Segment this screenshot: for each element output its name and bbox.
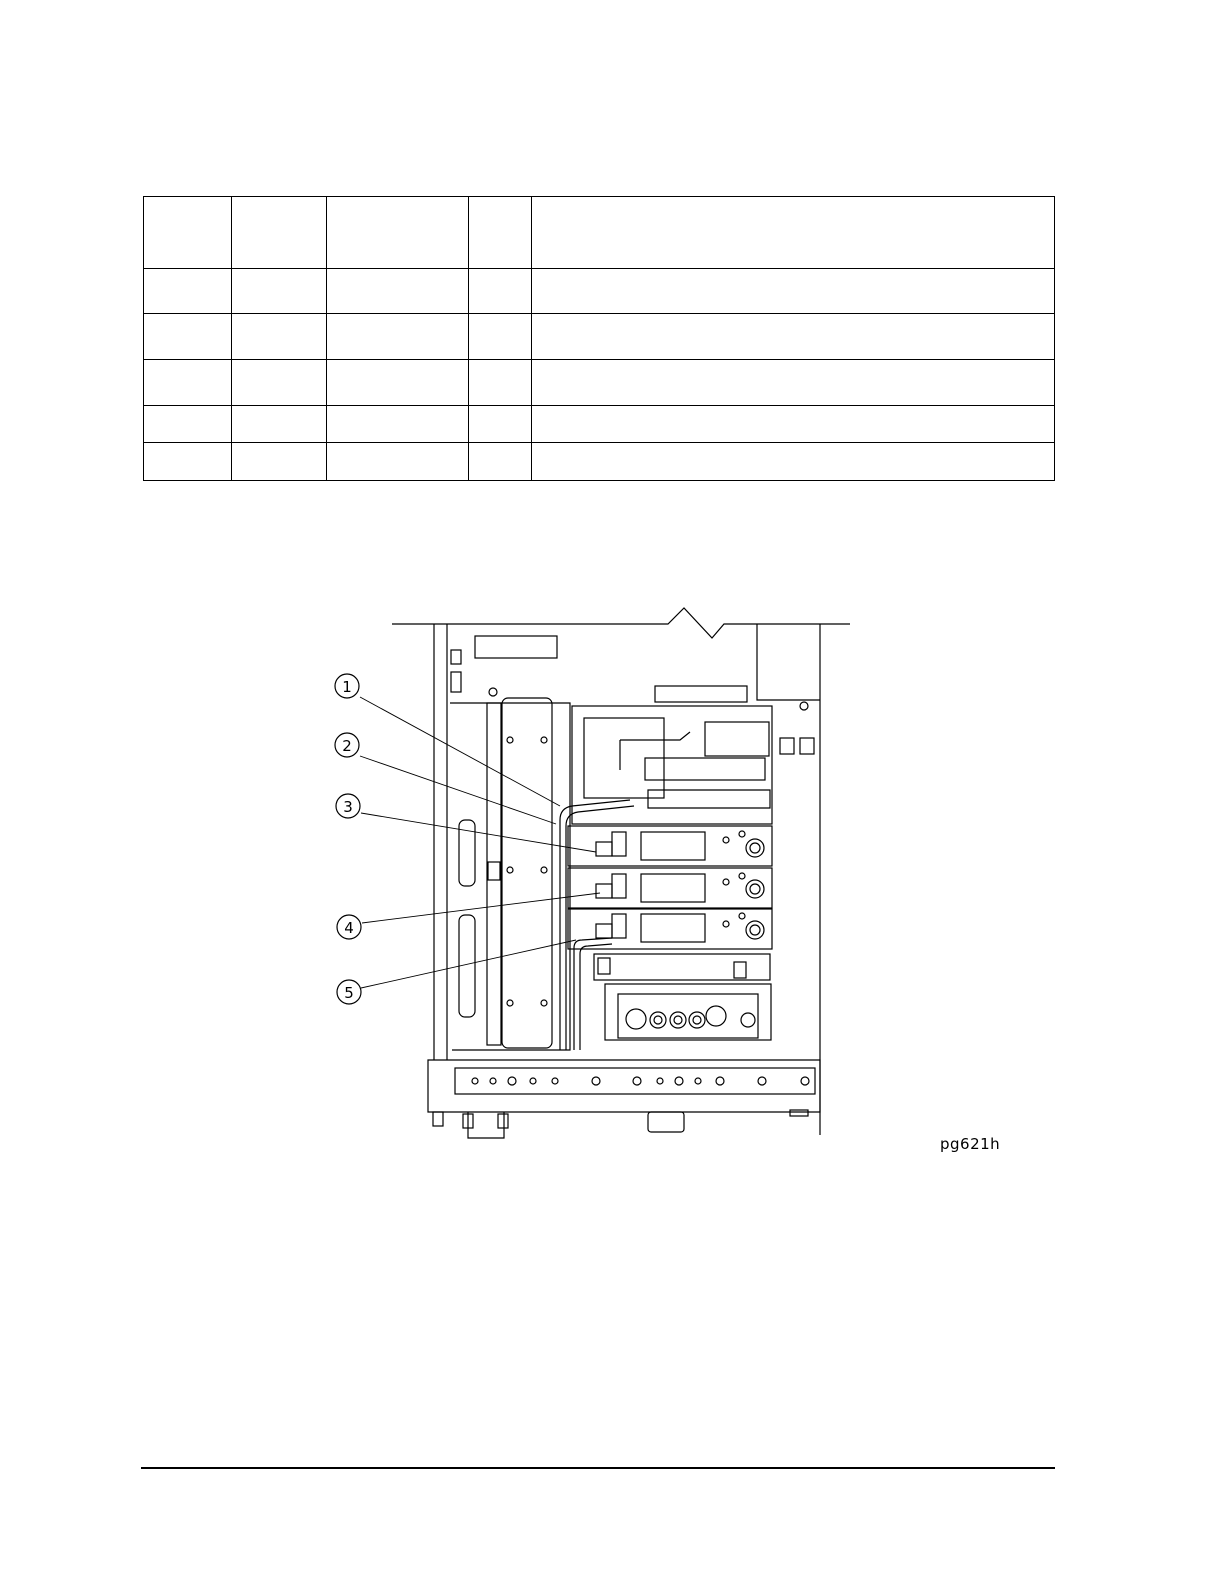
table-cell: [232, 443, 327, 481]
screw: [541, 1000, 547, 1006]
port: [650, 1012, 666, 1028]
svg-text:1: 1: [342, 678, 352, 696]
figure-label: pg621h: [940, 1135, 1001, 1153]
callout-5: [337, 980, 361, 1004]
port-center: [674, 1016, 682, 1024]
table-cell: [144, 406, 232, 443]
table-row: [144, 360, 1055, 406]
port-plate: [618, 994, 758, 1038]
rail: [487, 703, 501, 1045]
port: [626, 1009, 646, 1029]
table-cell: [532, 269, 1055, 314]
filter-module-3: [568, 909, 772, 949]
hole: [695, 1078, 701, 1084]
screw: [507, 1000, 513, 1006]
leader-line-2: [360, 756, 556, 824]
table-cell: [144, 269, 232, 314]
tab: [780, 738, 794, 754]
port: [706, 1006, 726, 1026]
table-cell: [469, 269, 532, 314]
port: [670, 1012, 686, 1028]
chassis-corner: [757, 624, 820, 700]
screw: [800, 702, 808, 710]
table-cell: [144, 360, 232, 406]
module-top: [655, 686, 747, 702]
hole: [675, 1077, 683, 1085]
semi-rigid-cable: [580, 944, 612, 1050]
hole: [508, 1077, 516, 1085]
lower-bracket: [594, 954, 770, 980]
table-cell: [532, 443, 1055, 481]
tab: [790, 1110, 808, 1116]
tab: [800, 738, 814, 754]
table-cell: [232, 269, 327, 314]
table-cell: [469, 406, 532, 443]
rail-strip: [455, 1068, 815, 1094]
table-cell: [232, 314, 327, 360]
hole: [801, 1077, 809, 1085]
port: [741, 1013, 755, 1027]
board: [645, 758, 765, 780]
connector: [498, 1114, 508, 1128]
table-row: [144, 406, 1055, 443]
hole: [490, 1078, 496, 1084]
table-cell: [469, 360, 532, 406]
screw: [541, 867, 547, 873]
screw: [507, 737, 513, 743]
table-cell: [532, 197, 1055, 269]
hole: [758, 1077, 766, 1085]
svg-text:5: 5: [344, 984, 354, 1002]
tab: [451, 672, 461, 692]
svg-text:2: 2: [342, 737, 352, 755]
table-header-row: [144, 197, 1055, 269]
callout-3: [336, 794, 360, 818]
foot: [433, 1112, 443, 1126]
filter-module-2: [568, 868, 772, 908]
table-cell: [532, 314, 1055, 360]
break-line: [392, 608, 850, 638]
table-cell: [327, 197, 469, 269]
assembly-drawing: [320, 600, 1020, 1170]
table-cell: [144, 197, 232, 269]
table-cell: [327, 269, 469, 314]
callout-4: [337, 915, 361, 939]
parts-table: [143, 196, 1055, 481]
tab: [451, 650, 461, 664]
tab: [734, 962, 746, 978]
table-cell: [532, 406, 1055, 443]
table-cell: [144, 314, 232, 360]
screw: [541, 737, 547, 743]
footer-rule: [141, 1467, 1055, 1469]
table-cell: [232, 360, 327, 406]
table-cell: [469, 197, 532, 269]
screw: [507, 867, 513, 873]
hole: [530, 1078, 536, 1084]
table-cell: [327, 406, 469, 443]
filter-module-1: [568, 826, 772, 866]
top-slot: [475, 636, 557, 658]
table-cell: [327, 443, 469, 481]
table-row: [144, 314, 1055, 360]
hole: [633, 1077, 641, 1085]
port-block: [605, 984, 771, 1040]
table-row: [144, 443, 1055, 481]
port: [689, 1012, 705, 1028]
leader-line-4: [362, 893, 600, 923]
port-center: [693, 1016, 701, 1024]
callout-2: [335, 733, 359, 757]
table-cell: [469, 443, 532, 481]
table-cell: [532, 360, 1055, 406]
hole: [657, 1078, 663, 1084]
table-cell: [327, 314, 469, 360]
hole: [592, 1077, 600, 1085]
svg-text:3: 3: [343, 798, 353, 816]
table-cell: [327, 360, 469, 406]
board-edge: [648, 790, 770, 808]
knob: [648, 1112, 684, 1132]
hole: [716, 1077, 724, 1085]
table-cell: [232, 197, 327, 269]
hole: [472, 1078, 478, 1084]
table-cell: [232, 406, 327, 443]
port-center: [654, 1016, 662, 1024]
tab: [598, 958, 610, 974]
svg-text:4: 4: [344, 919, 354, 937]
connector-block: [705, 722, 769, 756]
leader-line-1: [360, 697, 560, 806]
leader-line-5: [361, 940, 576, 988]
table-cell: [469, 314, 532, 360]
table-row: [144, 269, 1055, 314]
leader-line-3: [361, 813, 596, 852]
screw: [489, 688, 497, 696]
upper-module: [572, 706, 772, 824]
callout-1: [335, 674, 359, 698]
hole: [552, 1078, 558, 1084]
bracket: [488, 862, 500, 880]
cable: [620, 732, 690, 770]
table-cell: [144, 443, 232, 481]
